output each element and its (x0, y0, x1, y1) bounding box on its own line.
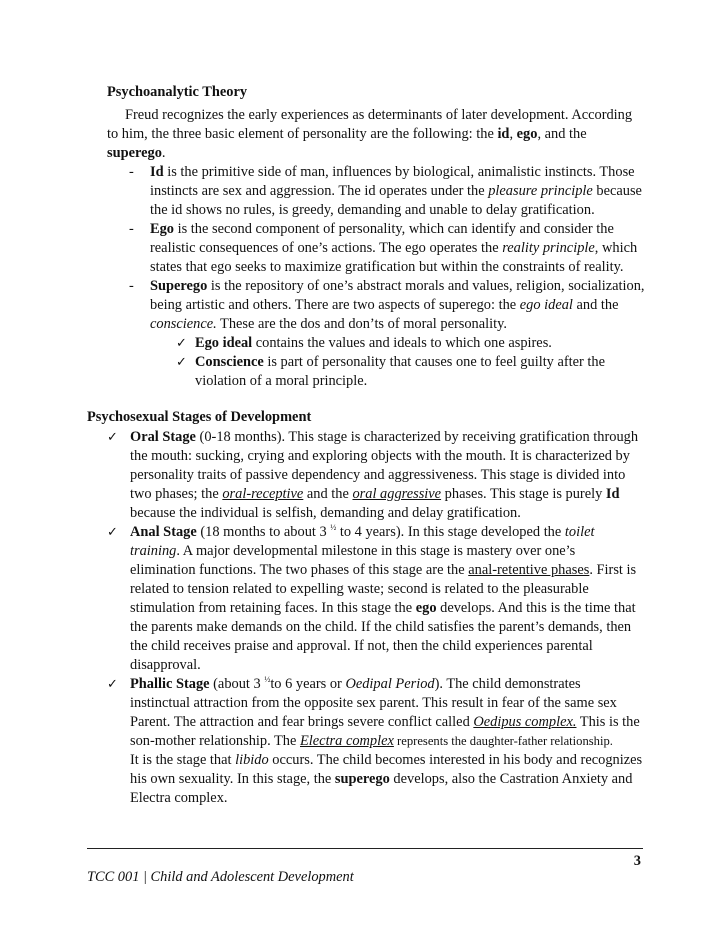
phallic-line-1: Phallic Stage (about 3 $^{\frac{1}{2}}$to 6 years or Oedipal Period). The child demonstrates (130, 675, 581, 692)
intro-line-1: Freud recognizes the early experiences as determinants of later development. According (125, 107, 633, 123)
anal-line-3: elimination functions. The two phases of this stage are the anal-retentive phases. First is (130, 562, 637, 578)
anal-line-6: the parents make demands on the child. If the child satisfies the parent’s demands, then (130, 619, 632, 635)
oral-line-5: because the individual is selfish, demanding and delay gratification. (130, 505, 521, 521)
id-item-line-3: the id shows no rules, is greedy, demanding and unable to delay gratification. (150, 202, 595, 218)
conscience-line-1: Conscience is part of personality that causes one to feel guilty after the (195, 354, 606, 370)
phallic-line-5: It is the stage that libido occurs. The child becomes interested in his body and recognizes (130, 752, 643, 768)
superego-item-line-3: conscience. These are the dos and don’ts of moral personality. (150, 316, 507, 332)
id-item-line-2: instincts are sex and aggression. The id operates under the pleasure principle because (150, 183, 642, 199)
dash-bullet: - (129, 164, 134, 180)
phallic-line-4: son-mother relationship. The Electra complex represents the daughter-father relationship. (130, 733, 613, 749)
superego-item-line-2: being artistic and others. There are two aspects of superego: the ego ideal and the (150, 297, 619, 313)
phallic-line-6: his own sexuality. In this stage, the superego develops, also the Castration Anxiety and (130, 771, 633, 787)
ego-item-line-1: Ego is the second component of personality, which can identify and consider the (150, 221, 614, 237)
checkmark-icon: ✓ (176, 336, 187, 351)
intro-line-2: to him, the three basic element of personality are the following: the id, ego, and the (107, 126, 587, 142)
checkmark-icon: ✓ (107, 525, 118, 540)
checkmark-icon: ✓ (176, 355, 187, 370)
oral-line-3: personality traits of passive dependency and aggressiveness. This stage is divided into (130, 467, 626, 483)
intro-line-3: superego. (107, 145, 166, 161)
phallic-line-2: instinctual attraction from the opposite sex parent. This result in fear of the same sex (130, 695, 617, 711)
footer-rule (87, 848, 643, 849)
ego-item-line-2: realistic consequences of one’s actions. The ego operates the reality principle, which (150, 240, 638, 256)
ego-item-line-3: states that ego seeks to maximize gratification but within the constraints of reality. (150, 259, 624, 275)
anal-line-8: disapproval. (130, 657, 201, 673)
checkmark-icon: ✓ (107, 430, 118, 445)
section-heading-psychosexual: Psychosexual Stages of Development (87, 409, 312, 425)
anal-line-5: stimulation from retaining faces. In this stage the ego develops. And this is the time that (130, 600, 636, 616)
id-item-line-1: Id is the primitive side of man, influences by biological, animalistic instincts. Those (150, 164, 635, 180)
oral-line-1: Oral Stage (0-18 months). This stage is characterized by receiving gratification through (130, 429, 639, 445)
dash-bullet: - (129, 278, 134, 294)
oral-line-4: two phases; the oral-receptive and the oral aggressive phases. This stage is purely Id (130, 486, 620, 502)
checkmark-icon: ✓ (107, 677, 118, 692)
footer-text: TCC 001 | Child and Adolescent Development (87, 869, 354, 885)
section-heading-psychoanalytic: Psychoanalytic Theory (107, 84, 248, 100)
anal-line-4: related to tension related to expelling waste; second is related to the pleasurable (130, 581, 589, 597)
anal-line-7: the child receives praise and approval. If not, then the child experiences parental (130, 638, 593, 654)
oral-line-2: the mouth: sucking, crying and exploring objects with the mouth. It is characterized by (130, 448, 630, 464)
page-number: 3 (633, 853, 641, 869)
superego-item-line-1: Superego is the repository of one’s abstract morals and values, religion, socialization, (150, 278, 645, 294)
conscience-line-2: violation of a moral principle. (195, 373, 368, 389)
anal-line-1: Anal Stage (18 months to about 3 $^{\frac{1}{2}}$ to 4 years). In this stage developed the toilet (130, 523, 595, 540)
ego-ideal-line: Ego ideal contains the values and ideals to which one aspires. (195, 335, 552, 351)
anal-line-2: training. A major developmental milestone in this stage is mastery over one’s (130, 543, 576, 559)
phallic-line-7: Electra complex. (130, 790, 228, 806)
dash-bullet: - (129, 221, 134, 237)
phallic-line-3: Parent. The attraction and fear brings severe conflict called Oedipus complex. This is the (130, 714, 640, 730)
